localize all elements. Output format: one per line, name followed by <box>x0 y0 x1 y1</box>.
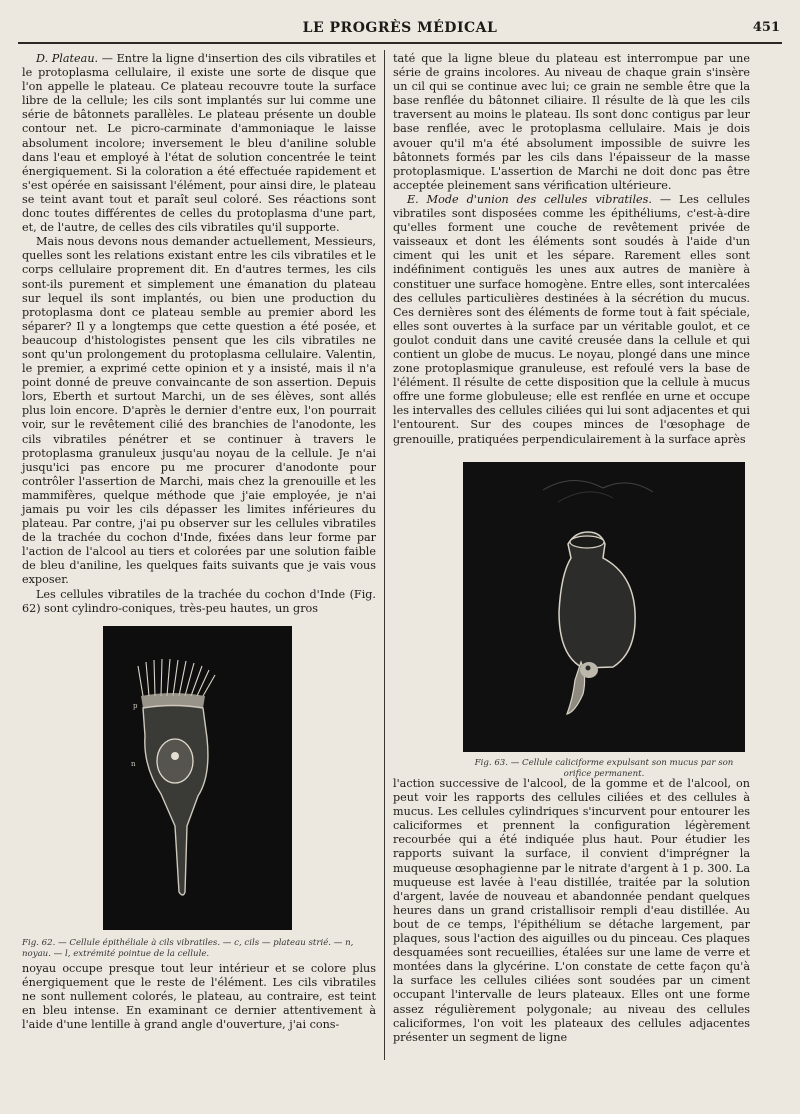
figure-62-image <box>103 626 292 930</box>
page-number: 451 <box>752 20 780 35</box>
paragraph <box>22 52 376 235</box>
paragraph: Les cellules vibratiles de la trachée du cochon d'Inde (Fig. 62) sont cylindro-coniques, très-peu hautes, un gros <box>22 587 376 615</box>
left-column <box>22 52 376 616</box>
paragraph <box>393 193 750 447</box>
right-column <box>393 52 750 447</box>
section-lead: E. Mode d'union des cellules vibratiles. <box>407 192 652 206</box>
section-lead: D. Plateau. <box>36 52 99 65</box>
right-column-continued <box>393 777 750 1045</box>
paragraph: Mais nous devons nous demander actuellement, Messieurs, quelles sont les relations existant entre les cils vibratiles et le corps cellulaire proprement dit. En d'autres termes, les cils sont-ils purement et simplement une émanation du plateau sur lequel ils sont implantés, ou bien une production du protoplasma dont ce plateau semble au premier abord les séparer? Il y a longtemps que cette question a été posée, et beaucoup d'histologistes pensent que les cils vibratiles ne sont qu'un prolongement du protoplasma cellulaire. Valentin, le premier, a exprimé cette opinion et y a insisté, mais il n'a point donné de preuve convaincante de son assertion. Depuis lors, Eberth et surtout Marchi, un de ses élèves, sont allés plus loin encore. D'après le dernier d'entre eux, l'on pourrait voir, sur le revêtement cilié des branchies de l'anodonte, les cils vibratiles pénétrer et se continuer à travers le protoplasma granuleux jusqu'au noyau de la cellule. Je n'ai jusqu'ici pas encore pu me procurer d'anodonte pour contrôler l'assertion de Marchi, mais chez la grenouille et les mammifères, quelque méthode que j'aie employée, je n'ai jamais pu voir les cils dépasser les limites inférieures du plateau. Par contre, j'ai pu observer sur les cellules vibratiles de la trachée du cochon d'Inde, fixées dans leur forme par l'action de l'alcool au tiers et colorées par une solution faible de bleu d'aniline, les quelques faits suivants que je vais vous exposer. <box>22 235 376 587</box>
paragraph: l'action successive de l'alcool, de la gomme et de l'alcool, on peut voir les rapports des cellules ciliées et des cellules à mucus. Les cellules cylindriques s'incurvent pour entourer les caliciformes et prennent la configuration légèrement recourbée qui a été indiquée plus haut. Pour étudier les rapports suivant la surface, il convient d'imprégner la muqueuse œsophagienne par le nitrate d'argent à 1 p. 300. La muqueuse est lavée à l'eau distillée, traitée par la solution d'argent, lavée de nouveau et abandonnée pendant quelques heures dans un grand cristallisoir rempli d'eau distillée. Au bout de ce temps, l'épithélium se détache largement, par plaques, sous l'action des aiguilles ou du pinceau. Ces plaques desquamées sont recueillies, étalées sur une lame de verre et montées dans la glycérine. L'on constate de cette façon qu'à la surface les cellules ciliées sont soudées par un ciment occupant l'intervalle de leurs plateaux. Elles ont une forme assez régulièrement polygonale; au niveau des cellules caliciformes, l'on voit les plateaux des cellules adjacentes présenter un segment de ligne <box>393 777 750 1044</box>
figure-63-caption: Fig. 63. — Cellule caliciforme expulsant son mucus par son orifice permanent. <box>474 758 734 779</box>
paragraph-text: — Entre la ligne d'insertion des cils vibratiles et le protoplasma cellulaire, il existe une sorte de disque que l'on appelle le plateau. Ce plateau recouvre toute la surface libre de la cellule; les cils sont implantés sur lui comme une série de bâtonnets parallèles. Le plateau présente un double contour net. Le picro-carminate d'ammoniaque le laisse absolument incolore; inversement le bleu d'aniline soluble dans l'eau et employé à l'état de solution concentrée le teint énergiquement. Si la coloration a été effectuée rapidement et s'est opérée en saisissant l'élément, pour ainsi dire, le plateau se teint avant tout et paraît seul coloré. Ses réactions sont donc toutes différentes de celles du protoplasma d'une part, et, de l'autre, de celles des cils vibratiles qu'il supporte. <box>22 52 376 235</box>
ciliated-cell-illustration <box>103 626 292 930</box>
svg-text:n: n <box>131 760 136 768</box>
goblet-cell-illustration <box>463 462 745 752</box>
svg-text:p: p <box>133 702 138 710</box>
paragraph: taté que la ligne bleue du plateau est interrompue par une série de grains incolores. Au niveau de chaque grain s'insère un cil qui se continue avec lui; ce grain ne semble être que la base renflée du bâtonnet ciliaire. Il résulte de là que les cils traversent au moins le plateau. Ils sont donc contigus par leur base renflée, avec le protoplasma cellulaire. Mais je dois avouer qu'il m'a été absolument impossible de suivre les bâtonnets formés par les cils dans l'épaisseur de la masse protoplasmique. L'assertion de Marchi ne doit donc pas être acceptée pleinement sans vérification ultérieure. <box>393 52 750 192</box>
paragraph-text: — Les cellules vibratiles sont disposées comme les épithéliums, c'est-à-dire qu'elles forment une couche de revêtement privée de vaisseaux et dont les éléments sont soudés à l'aide d'un ciment qui les unit et les sépare. Rarement elles sont indéfiniment contiguës les unes aux autres de manière à constituer une surface homogène. Entre elles, sont intercalées des cellules particulières destinées à la sécrétion du mucus. Ces dernières sont des éléments de forme tout à fait spéciale, elles sont ouvertes à la surface par un véritable goulot, et ce goulot conduit dans une cavité creusée dans la cellule et qui contient un globe de mucus. Le noyau, plongé dans une mince zone protoplasmique granuleuse, est refoulé vers la base de l'élément. Il résulte de cette disposition que la cellule à mucus offre une forme globuleuse; elle est renflée en urne et occupe les intervalles des cellules ciliées qui lui sont adjacentes et qui l'entourent. Sur des coupes minces de l'œsophage de grenouille, pratiquées perpendiculairement à la surface après <box>393 192 750 446</box>
figure-63-image <box>463 462 745 752</box>
figure-62-caption: Fig. 62. — Cellule épithéliale à cils vibratiles. — c, cils — plateau strié. — n, noyau. — l, extrémité pointue de la cellule. <box>22 938 354 959</box>
running-head: LE PROGRÈS MÉDICAL <box>302 20 498 36</box>
left-column-continued <box>22 962 376 1032</box>
page-header <box>18 18 782 44</box>
paragraph: noyau occupe presque tout leur intérieur et se colore plus énergiquement que le reste de l'élément. Les cils vibratiles ne sont nullement colorés, le plateau, au contraire, est teint en bleu intense. En examinant ce dernier attentivement à l'aide d'une lentille à grand angle d'ouverture, j'ai cons- <box>22 962 376 1032</box>
column-rule <box>384 50 385 1060</box>
